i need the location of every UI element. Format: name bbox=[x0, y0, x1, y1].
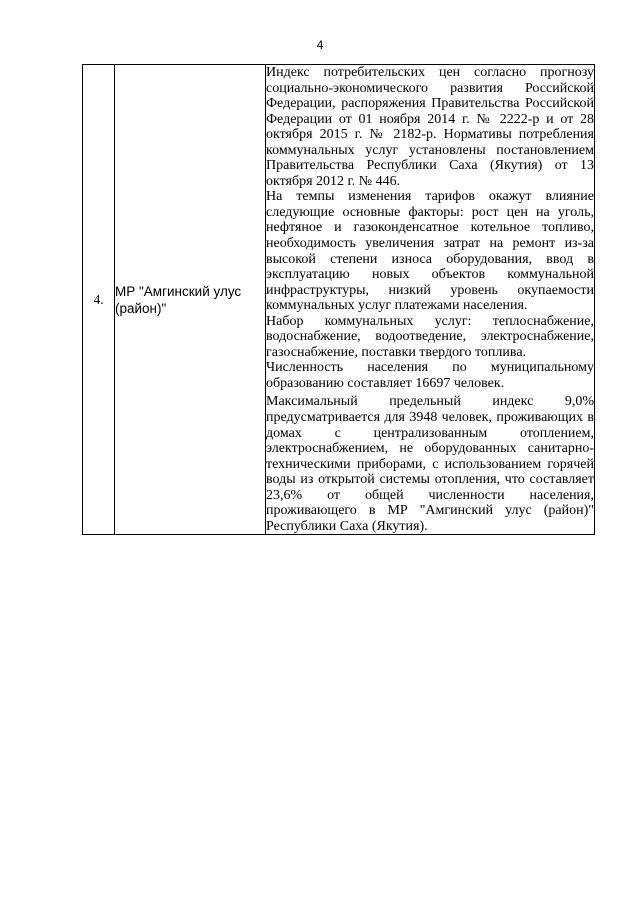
table-row bbox=[83, 65, 595, 535]
page-number: 4 bbox=[316, 38, 324, 52]
municipality-name-cell: МР "Амгинский улус (район)" bbox=[115, 65, 266, 535]
paragraph-max-index: Максимальный предельный индекс 9,0% предусматривается для 3948 человек, проживающих в домах с централизованным отоплением, электроснабжением, не оборудованных санитарно-техническими приборами, с использованием горячей воды из открытой системы отопления, что составляет 23,6% от общей численности населения, проживающего в МР "Амгинский улус (район)" Республики Саха (Якутия). bbox=[266, 394, 594, 534]
description-cell bbox=[266, 65, 595, 535]
row-number-cell: 4. bbox=[83, 65, 115, 535]
paragraph-services-set: Набор коммунальных услуг: теплоснабжение, водоснабжение, водоотведение, электроснабжение, газоснабжение, поставки твердого топлива. bbox=[266, 313, 594, 360]
paragraph-tariff-factors: На темпы изменения тарифов окажут влияние следующие основные факторы: рост цен на уголь, нефтяное и газоконденсатное котельное топливо, необходимость увеличения затрат на ремонт из-за высокой степени износа оборудования, ввод в эксплуатацию новых объектов коммунальной инфраструктуры, низкий уровень окупаемости коммунальных услуг платежами населения. bbox=[266, 189, 594, 314]
tariff-table bbox=[82, 64, 595, 535]
paragraph-price-index: Индекс потребительских цен согласно прогнозу социально-экономического развития Российской Федерации, распоряжения Правительства Российской Федерации от 01 ноября 2014 г. № 2222-р и от 28 октября 2015 г. № 2182-р. Нормативы потребления коммунальных услуг установлены постановлением Правительства Республики Саха (Якутия) от 13 октября 2012 г. № 446. bbox=[266, 65, 594, 189]
paragraph-population: Численность населения по муниципальному образованию составляет 16697 человек. bbox=[266, 360, 594, 391]
